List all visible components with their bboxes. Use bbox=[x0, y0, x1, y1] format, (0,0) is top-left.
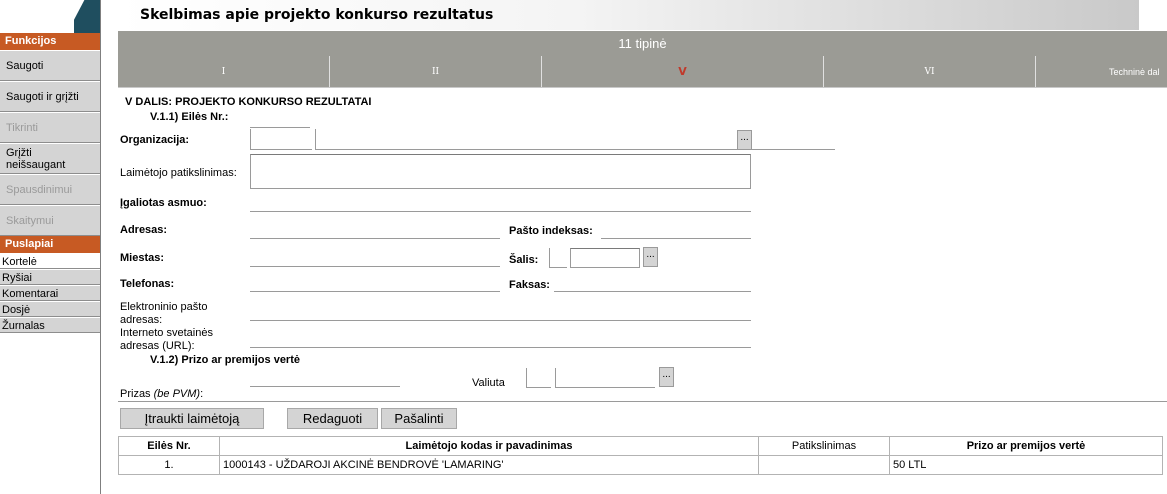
currency-name-field[interactable] bbox=[555, 368, 655, 388]
logo-corner bbox=[74, 0, 100, 33]
country-label: Šalis: bbox=[509, 254, 539, 266]
table-header-row bbox=[119, 437, 1163, 456]
postcode-label: Pašto indeksas: bbox=[509, 225, 593, 237]
details-label: Laimėtojo patikslinimas: bbox=[120, 167, 237, 179]
email-label-line1: Elektroninio pašto bbox=[120, 301, 208, 313]
page-item-comments[interactable]: Komentarai bbox=[0, 285, 100, 301]
prize-label-text: Prizas bbox=[120, 388, 151, 400]
main-content bbox=[101, 0, 1167, 494]
email-label-line2: adresas: bbox=[120, 314, 163, 326]
organization-code-field[interactable] bbox=[250, 129, 312, 150]
save-button[interactable]: Saugoti bbox=[0, 50, 100, 81]
cell-details bbox=[759, 456, 890, 475]
col-prize: Prizo ar premijos vertė bbox=[890, 437, 1163, 456]
url-label bbox=[120, 327, 213, 353]
country-code-field[interactable] bbox=[549, 248, 567, 268]
prize-note: (be PVM) bbox=[153, 388, 201, 400]
country-name-field[interactable] bbox=[570, 248, 640, 268]
save-and-return-button[interactable]: Saugoti ir grįžti bbox=[0, 81, 100, 112]
authorized-label: Įgaliotas asmuo: bbox=[120, 197, 207, 209]
form-type-bar: 11 tipinė bbox=[118, 31, 1167, 56]
read-button[interactable]: Skaitymui bbox=[0, 205, 100, 236]
col-details: Patikslinimas bbox=[759, 437, 890, 456]
tab-divider bbox=[118, 87, 1167, 94]
url-field[interactable] bbox=[250, 330, 751, 348]
page-item-log[interactable]: Žurnalas bbox=[0, 317, 100, 333]
add-winner-button[interactable]: Įtraukti laimėtoją bbox=[120, 408, 264, 429]
email-field[interactable] bbox=[250, 303, 751, 321]
postcode-field[interactable] bbox=[601, 221, 751, 239]
tab-technical[interactable]: Techninė dal bbox=[1109, 66, 1160, 77]
organization-label: Organizacija: bbox=[120, 134, 190, 146]
prize-label-colon: : bbox=[200, 388, 204, 400]
url-label-line2: adresas (URL): bbox=[120, 340, 195, 352]
page-item-dossier[interactable]: Dosjė bbox=[0, 301, 100, 317]
order-number-field[interactable] bbox=[250, 110, 310, 128]
cell-order: 1. bbox=[119, 456, 220, 475]
delete-button[interactable]: Pašalinti bbox=[381, 408, 457, 429]
sidebar-header bbox=[0, 0, 100, 33]
v12-title: V.1.2) Prizo ar premijos vertė bbox=[150, 354, 300, 366]
currency-label: Valiuta bbox=[472, 377, 505, 389]
phone-label: Telefonas: bbox=[120, 278, 175, 290]
prize-label bbox=[120, 388, 203, 400]
organization-name-field[interactable] bbox=[315, 129, 835, 150]
col-order: Eilės Nr. bbox=[119, 437, 220, 456]
v11-title: V.1.1) Eilės Nr.: bbox=[150, 111, 229, 123]
functions-heading: Funkcijos bbox=[0, 33, 100, 50]
address-field[interactable] bbox=[250, 221, 500, 239]
phone-field[interactable] bbox=[250, 274, 500, 292]
page-title: Skelbimas apie projekto konkurso rezultatus bbox=[140, 7, 494, 23]
check-button[interactable]: Tikrinti bbox=[0, 112, 100, 143]
page-title-bar bbox=[118, 0, 1139, 30]
edit-button[interactable]: Redaguoti bbox=[287, 408, 378, 429]
cell-winner: 1000143 - UŽDAROJI AKCINĖ BENDROVĖ 'LAMARING' bbox=[220, 456, 759, 475]
address-label: Adresas: bbox=[120, 224, 168, 236]
fax-field[interactable] bbox=[554, 274, 751, 292]
fax-label: Faksas: bbox=[509, 279, 550, 291]
cell-prize: 50 LTL bbox=[890, 456, 1163, 475]
currency-lookup-button[interactable]: ... bbox=[659, 367, 674, 387]
email-label bbox=[120, 301, 207, 327]
organization-lookup-button[interactable]: ... bbox=[737, 130, 752, 150]
currency-code-field[interactable] bbox=[526, 368, 551, 388]
prize-field[interactable] bbox=[250, 369, 400, 387]
pages-heading: Puslapiai bbox=[0, 236, 100, 253]
divider bbox=[118, 401, 1167, 402]
section-tabs bbox=[118, 56, 1167, 87]
sidebar bbox=[0, 0, 101, 494]
page-item-card[interactable]: Kortelė bbox=[0, 253, 100, 269]
tab-i[interactable]: I bbox=[118, 56, 330, 87]
winners-table bbox=[118, 436, 1163, 475]
return-without-saving-button[interactable]: Grįžti neišsaugant bbox=[0, 143, 100, 174]
authorized-field[interactable] bbox=[250, 194, 751, 212]
url-label-line1: Interneto svetainės bbox=[120, 327, 213, 339]
city-field[interactable] bbox=[250, 249, 500, 267]
city-label: Miestas: bbox=[120, 252, 165, 264]
tab-ii[interactable]: II bbox=[330, 56, 542, 87]
section-title: V DALIS: PROJEKTO KONKURSO REZULTATAI bbox=[125, 96, 372, 108]
details-textarea[interactable] bbox=[250, 154, 751, 189]
country-lookup-button[interactable]: ... bbox=[643, 247, 658, 267]
tab-v[interactable]: V bbox=[542, 56, 824, 87]
col-winner: Laimėtojo kodas ir pavadinimas bbox=[220, 437, 759, 456]
tab-vi[interactable]: VI bbox=[824, 56, 1036, 87]
print-button[interactable]: Spausdinimui bbox=[0, 174, 100, 205]
table-row[interactable] bbox=[119, 456, 1163, 475]
page-item-relations[interactable]: Ryšiai bbox=[0, 269, 100, 285]
